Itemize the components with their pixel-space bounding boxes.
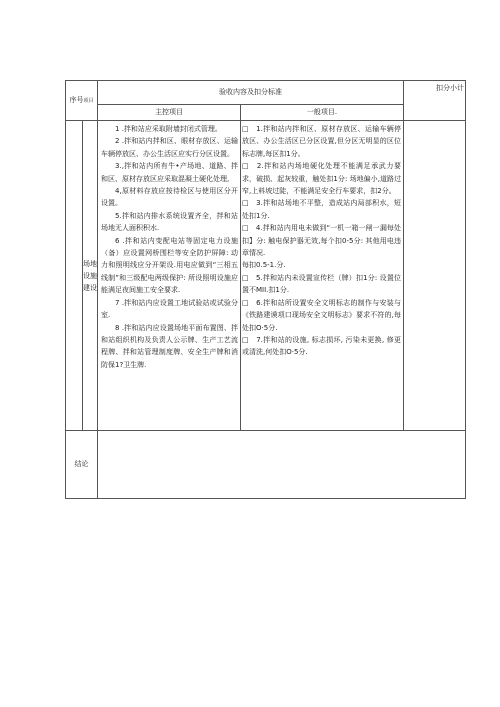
general-item-4-cont: 每扣0.5-1.分.: [242, 261, 286, 270]
main-item-4: 4,原材料存放应按待检区与使用区分开设置。: [101, 187, 239, 208]
main-item-7: 7 .拌和站内应设置工地试验站或试验分室.: [101, 298, 239, 320]
general-item-1: □ 1.拌和站内拌和区、原材存放区、运输车辆停放区、办公生活区已分区设置,但分区无明显的区位标志牌,每区扣1分。: [242, 125, 402, 158]
item-name-cell: [83, 121, 98, 431]
item-name: 场地设施建设: [83, 259, 97, 292]
site-facilities-row: [66, 121, 466, 431]
header-row: [66, 81, 466, 105]
content-header: 验收内容及扣分标准: [98, 81, 404, 105]
main-item-3: 3.,拌和站内所有牛•产场地、道路、拌和区、原材存放区应采取混凝土硬化处理,: [101, 162, 239, 183]
general-item-4: □ 4.拌和站内用电未做到“一机一箱一闸一漏每处扣】分: 触电保护器无效,每个扣0-5分: 其他用电违章情况.: [242, 224, 402, 258]
main-items-cell: [98, 121, 241, 431]
main-item-2: 2 .拌和站内拌和区、眼材存放区、运输车辆停放区、办公生活区应实行分区设置。: [101, 137, 239, 158]
conclusion-label: 结论: [66, 431, 98, 499]
conclusion-content: [98, 431, 466, 499]
general-items-cell: [241, 121, 404, 431]
general-items-header: 一般项目.: [241, 105, 404, 121]
deduction-cell: [404, 121, 466, 431]
seq-item-header-cell: [66, 81, 98, 121]
general-item-2: □ 2.拌和站内场地硬化处理不能满足承武力要求，破损、起灰较重，触处扣1分: 场地偏小,道路过窄,上料坡过陡，不能满足安全行车要求，扣2分。: [242, 162, 402, 196]
seq-cell: [66, 121, 83, 431]
main-item-6: 6 .拌和站内变配电站等固定电力设施（备）应设置网桥围栏等安全防护屏障: 动力和照明线应分开架设.用电应做到“三相五线制”和三级配电两级保护: 所设照明设施应能满足夜间施工安全要求.: [101, 236, 239, 295]
main-item-1: 1 .拌和站应采取附墙封闭式管理。: [115, 125, 222, 133]
item-header: 项目: [83, 97, 94, 104]
general-item-7: □ 7.拌和站的设施, 标志损坏, 污染未更换, 修更或清洗,何处扣O·5分.: [242, 335, 402, 357]
general-item-3: □ 3.拌和站场地不平整，造成站内局部积水，短处扣1分.: [242, 199, 402, 220]
seq-header: 序号: [69, 95, 84, 104]
main-item-8: 8 .拌和站内应设置场地平面布置图、拌和站组织机构及负责人公示牌、生产工艺流程牌、拌和站管理制度牌、安全生产牌和消防保1?卫生牌.: [101, 323, 239, 369]
acceptance-table: [65, 80, 466, 499]
conclusion-row: [66, 431, 466, 499]
general-item-6: □ 6.拌和站所设置安全文明标志的制作与安装与《铁路建谟项口现场安全文明标志》要求不符的,每处扣O·5分.: [242, 298, 402, 332]
general-item-5: □ 5.拌和站内未设置宣传栏（牌）扣1分: 设置位置不MII.扣1分.: [242, 273, 402, 295]
main-items-header: 主控项目: [98, 105, 241, 121]
main-item-5: 5.拌和站内排水系统设置齐全，拌和站场地无人面积积水.: [101, 211, 239, 233]
deduction-header: 扣分小计: [404, 81, 466, 121]
